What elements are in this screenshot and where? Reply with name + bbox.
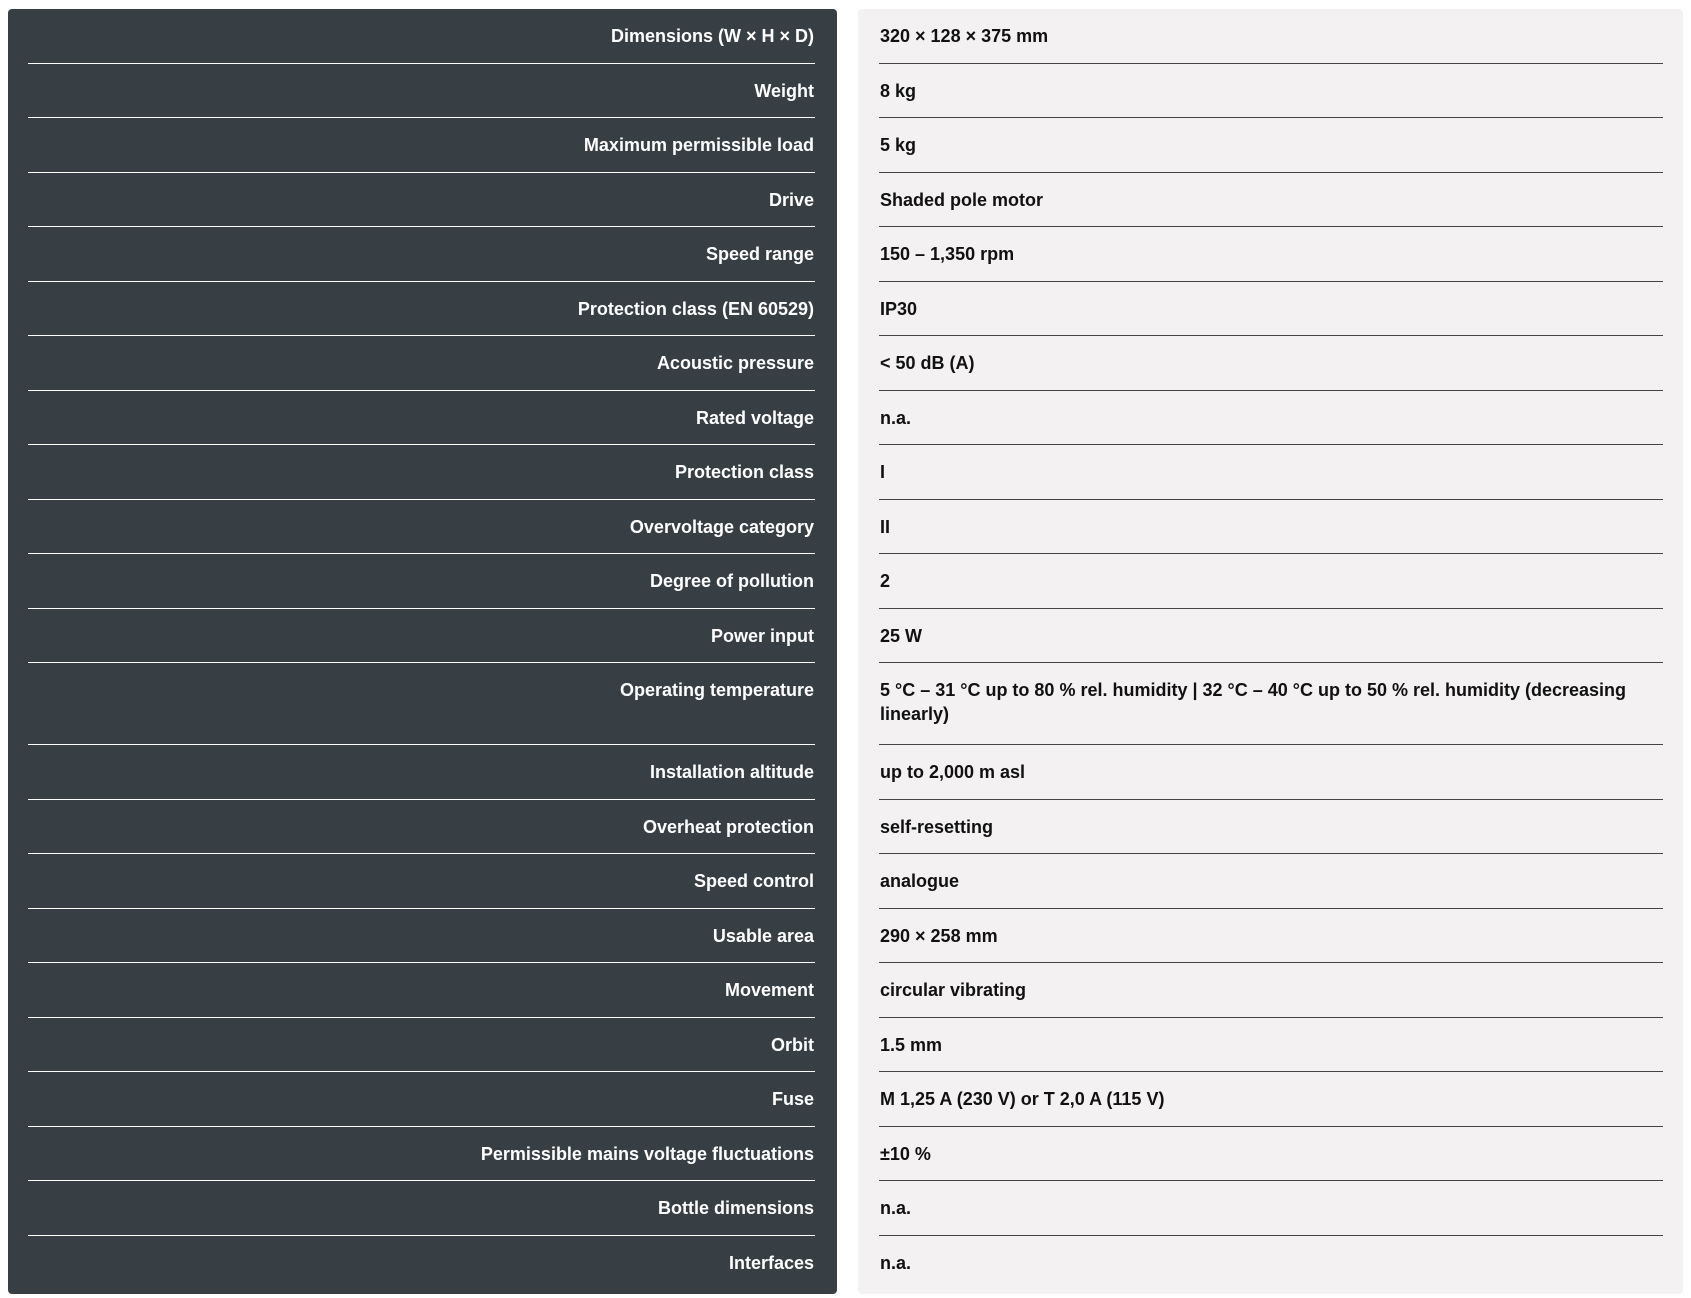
spec-value: M 1,25 A (230 V) or T 2,0 A (115 V) [879, 1072, 1663, 1127]
spec-value: Shaded pole motor [879, 173, 1663, 228]
spec-value: n.a. [879, 1181, 1663, 1236]
spec-value: II [879, 500, 1663, 555]
spec-label: Rated voltage [28, 391, 815, 446]
spec-label: Weight [28, 64, 815, 119]
spec-value: 25 W [879, 609, 1663, 664]
spec-value: 290 × 258 mm [879, 909, 1663, 964]
spec-label: Overvoltage category [28, 500, 815, 555]
spec-label: Interfaces [728, 1252, 814, 1273]
spec-value: 2 [879, 554, 1663, 609]
spec-label: Maximum permissible load [28, 118, 815, 173]
spec-value: 150 – 1,350 rpm [879, 227, 1663, 282]
spec-label: Speed control [28, 854, 815, 909]
spec-value: I [879, 445, 1663, 500]
spec-label: Usable area [28, 909, 815, 964]
spec-value: 8 kg [879, 64, 1663, 119]
spec-label: Movement [28, 963, 815, 1018]
spec-value: self-resetting [879, 800, 1663, 855]
spec-label: Overheat protection [28, 800, 815, 855]
spec-label: Dimensions (W × H × D) [28, 9, 815, 64]
spec-value: < 50 dB (A) [879, 336, 1663, 391]
spec-label: Drive [28, 173, 815, 228]
spec-value: circular vibrating [879, 963, 1663, 1018]
spec-value: ±10 % [879, 1127, 1663, 1182]
spec-label: Installation altitude [28, 745, 815, 800]
spec-value: IP30 [879, 282, 1663, 337]
spec-value: 320 × 128 × 375 mm [879, 9, 1663, 64]
spec-value: n.a. [880, 1252, 912, 1273]
spec-label: Degree of pollution [28, 554, 815, 609]
spec-label: Protection class [28, 445, 815, 500]
spec-value: up to 2,000 m asl [879, 745, 1663, 800]
spec-label: Acoustic pressure [28, 336, 815, 391]
spec-label-column [8, 9, 837, 1294]
spec-label: Orbit [28, 1018, 815, 1073]
spec-value: n.a. [879, 391, 1663, 446]
spec-label: Fuse [28, 1072, 815, 1127]
spec-table [8, 9, 1683, 1294]
spec-label: Permissible mains voltage fluctuations [28, 1127, 815, 1182]
spec-value: 5 °C – 31 °C up to 80 % rel. humidity | 32 °C – 40 °C up to 50 % rel. humidity (decreasing linearly) [879, 663, 1663, 745]
spec-label: Protection class (EN 60529) [28, 282, 815, 337]
spec-label: Operating temperature [28, 663, 815, 745]
spec-value-column [858, 9, 1683, 1294]
spec-label: Speed range [28, 227, 815, 282]
spec-label: Bottle dimensions [28, 1181, 815, 1236]
spec-label: Power input [28, 609, 815, 664]
spec-value: analogue [879, 854, 1663, 909]
spec-value: 5 kg [879, 118, 1663, 173]
spec-value: 1.5 mm [879, 1018, 1663, 1073]
